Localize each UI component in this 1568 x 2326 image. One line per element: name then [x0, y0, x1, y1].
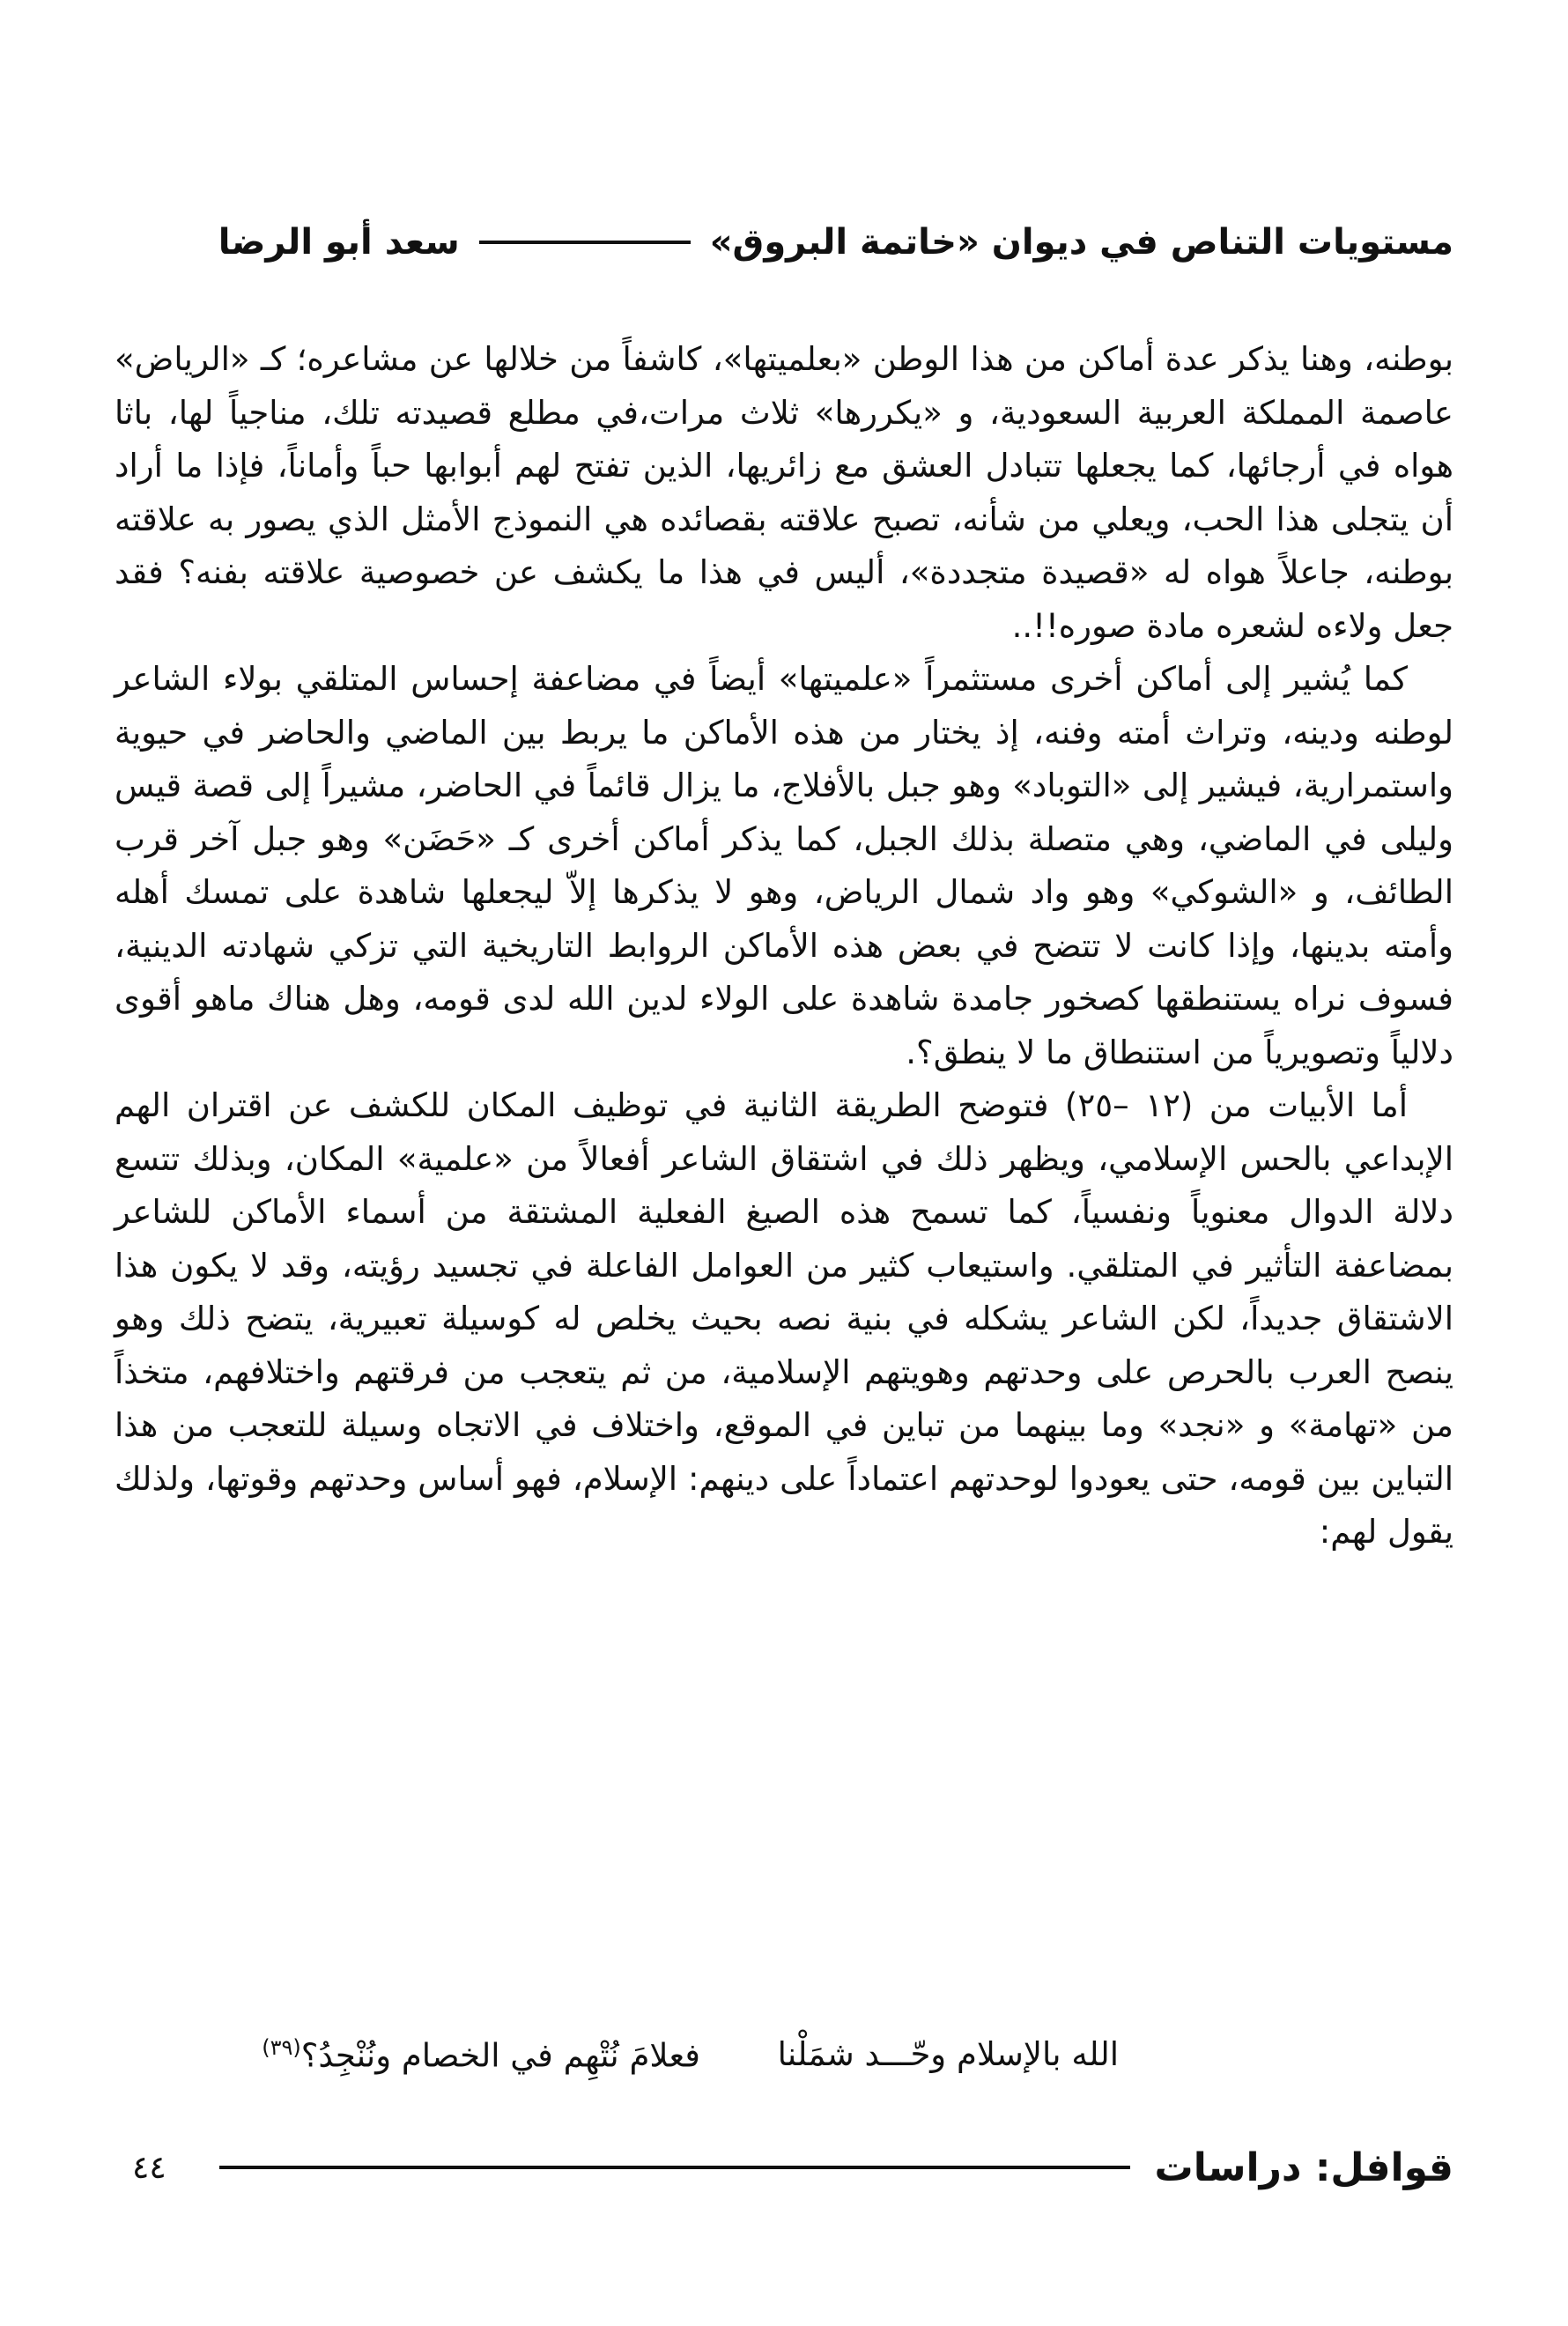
paragraph: بوطنه، وهنا يذكر عدة أماكن من هذا الوطن «بعلميتها»، كاشفاً من خلالها عن مشاعره؛ كـ «الرياض» عاصمة المملكة العربية السعودية، و «يكررها» ثلاث مرات،في مطلع قصيدته تلك، مناجياً لها، باثا هواه في أرجائها، كما يجعلها تتبادل العشق مع زائريها، الذين تفتح لهم أبوابها حباً وأماناً، فإذا ما أراد أن يتجلى هذا الحب، ويعلي من شأنه، تصبح علاقته بقصائده هي النموذج الأمثل الذي يصور به علاقته بوطنه، جاعلاً هواه له «قصيدة متجددة»، أليس في هذا ما يكشف عن خصوصية علاقته بفنه؟ فقد جعل ولاءه لشعره مادة صوره!!.. — [115, 340, 1453, 645]
footer-rule — [219, 2166, 1130, 2169]
verse-second-hemistich — [262, 2035, 700, 2074]
page-footer — [132, 2137, 1453, 2198]
verse-first-hemistich: الله بالإسلام وحّـــد شمَلْنا — [777, 2035, 1119, 2073]
body-text — [115, 333, 1453, 1559]
journal-name: قوافل: دراسات — [1154, 2145, 1453, 2190]
page-number: ٤٤ — [132, 2149, 166, 2186]
author-name: سعد أبو الرضا — [218, 222, 460, 263]
header-rule — [479, 241, 691, 244]
paragraph: أما الأبيات من (١٢ –٢٥) فتوضح الطريقة الثانية في توظيف المكان للكشف عن اقتران الهم الإبداعي بالحس الإسلامي، ويظهر ذلك في اشتقاق الشاعر أفعالاً من «علمية» المكان، وبذلك تتسع دلالة الدوال معنوياً ونفسياً، كما تسمح هذه الصيغ الفعلية المشتقة من أسماء الأماكن للشاعر بمضاعفة التأثير في المتلقي. واستيعاب كثير من العوامل الفاعلة في تجسيد رؤيته، وقد لا يكون هذا الاشتقاق جديداً، لكن الشاعر يشكله في بنية نصه بحيث يخلص له كوسيلة تعبيرية، يتضح ذلك وهو ينصح العرب بالحرص على وحدتهم وهويتهم الإسلامية، من ثم يتعجب من فرقتهم واختلافهم، متخذاً من «تهامة» و «نجد» وما بينهما من تباين في الموقع، واختلاف في الاتجاه وسيلة للتعجب من هذا التباين بين قومه، حتى يعودوا لوحدتهم اعتماداً على دينهم: الإسلام، فهو أساس وحدتهم وقوتها، ولذلك يقول لهم: — [115, 1086, 1453, 1551]
poetry-verse — [115, 2035, 1453, 2092]
running-header — [132, 211, 1453, 273]
verse-second-hemistich-text: فعلامَ نُتْهِم في الخصام ونُنْجِدُ؟ — [300, 2036, 700, 2075]
article-title: مستويات التناص في ديوان «خاتمة البروق» — [709, 222, 1453, 263]
footnote-reference: (٣٩) — [262, 2035, 301, 2060]
paragraph: كما يُشير إلى أماكن أخرى مستثمراً «علميتها» أيضاً في مضاعفة إحساس المتلقي بولاء الشاعر لوطنه ودينه، وتراث أمته وفنه، إذ يختار من هذه الأماكن ما يربط بين الماضي والحاضر في حيوية واستمرارية، فيشير إلى «التوباد» وهو جبل بالأفلاج، ما يزال قائماً في الحاضر، مشيراً إلى قصة قيس وليلى في الماضي، وهي متصلة بذلك الجبل، كما يذكر أماكن أخرى كـ «حَضَن» وهو جبل آخر قرب الطائف، و «الشوكي» وهو واد شمال الرياض، وهو لا يذكرها إلاّ ليجعلها شاهدة على تمسك أهله وأمته بدينها، وإذا كانت لا تتضح في بعض هذه الأماكن الروابط التاريخية التي تزكي شهادته الدينية، فسوف نراه يستنطقها كصخور جامدة شاهدة على الولاء لدين الله لدى قومه، وهل هناك ماهو أقوى دلالياً وتصويرياً من استنطاق ما لا ينطق؟. — [115, 660, 1453, 1071]
